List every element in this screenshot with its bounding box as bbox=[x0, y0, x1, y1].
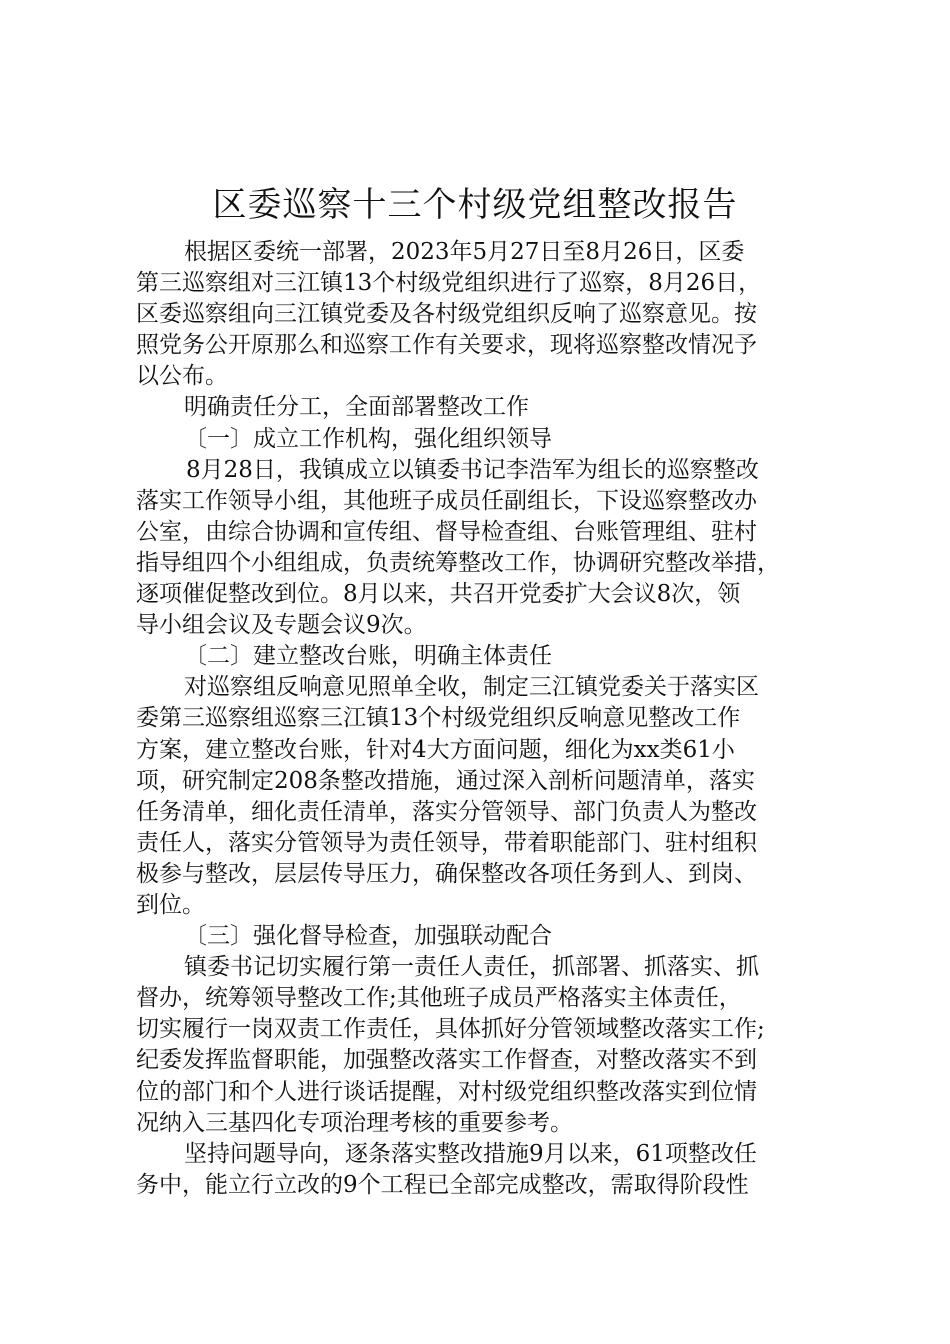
paragraph-line: 到位。 bbox=[136, 891, 205, 918]
paragraph-line: 根据区委统一部署，2023年5月27日至8月26日，区委 bbox=[184, 239, 745, 265]
paragraph-line: 督办，统筹领导整改工作;其他班子成员严格落实主体责任， bbox=[136, 985, 742, 1012]
paragraph-line: 任务清单，细化责任清单，落实分管领导、部门负责人为整改 bbox=[136, 798, 757, 825]
paragraph-line: 极参与整改，层层传导压力，确保整改各项任务到人、到岗、 bbox=[136, 860, 757, 887]
paragraph-line: 区委巡察组向三江镇党委及各村级党组织反响了巡察意见。按 bbox=[136, 301, 757, 328]
paragraph-line: 项，研究制定208条整改措施，通过深入剖析问题清单，落实 bbox=[136, 767, 755, 794]
paragraph-line: 指导组四个小组组成，负责统筹整改工作，协调研究整改举措， bbox=[136, 549, 780, 576]
paragraph-line: 纪委发挥监督职能，加强整改落实工作督查，对整改落实不到 bbox=[136, 1047, 757, 1074]
subsection-heading: 〔一〕成立工作机构，强化组织领导 bbox=[184, 425, 552, 452]
paragraph-line: 镇委书记切实履行第一责任人责任，抓部署、抓落实、抓 bbox=[184, 954, 759, 981]
paragraph-line: 对巡察组反响意见照单全收，制定三江镇党委关于落实区 bbox=[184, 674, 759, 701]
document-body bbox=[136, 237, 836, 1201]
paragraph-line: 照党务公开原那么和巡察工作有关要求，现将巡察整改情况予 bbox=[136, 332, 757, 359]
paragraph-line: 委第三巡察组巡察三江镇13个村级党组织反响意见整改工作 bbox=[136, 705, 741, 732]
paragraph-line: 切实履行一岗双责工作责任，具体抓好分管领域整改落实工作; bbox=[136, 1016, 765, 1043]
subsection-heading: 〔二〕建立整改台账，明确主体责任 bbox=[184, 643, 552, 670]
paragraph-line: 方案，建立整改台账，针对4大方面问题，细化为xx类61小 bbox=[136, 736, 735, 763]
paragraph-line: 8月28日，我镇成立以镇委书记李浩军为组长的巡察整改 bbox=[186, 456, 759, 483]
paragraph-line: 导小组会议及专题会议9次。 bbox=[136, 612, 427, 639]
paragraph-line: 以公布。 bbox=[136, 363, 228, 390]
paragraph-line: 逐项催促整改到位。8月以来，共召开党委扩大会议8次，领 bbox=[136, 581, 741, 608]
section-heading: 明确责任分工，全面部署整改工作 bbox=[184, 394, 529, 421]
paragraph-line: 第三巡察组对三江镇13个村级党组织进行了巡察，8月26日， bbox=[136, 270, 762, 297]
paragraph-line: 坚持问题导向，逐条落实整改措施9月以来，61项整改任 bbox=[184, 1140, 757, 1167]
paragraph-line: 务中，能立行立改的9个工程已全部完成整改，需取得阶段性 bbox=[136, 1171, 749, 1198]
document-title: 区委巡察十三个村级党组整改报告 bbox=[212, 185, 738, 225]
subsection-heading: 〔三〕强化督导检查，加强联动配合 bbox=[184, 923, 552, 950]
paragraph-line: 况纳入三基四化专项治理考核的重要参考。 bbox=[136, 1109, 573, 1136]
paragraph-line: 责任人，落实分管领导为责任领导，带着职能部门、驻村组积 bbox=[136, 829, 757, 856]
paragraph-line: 落实工作领导小组，其他班子成员任副组长，下设巡察整改办 bbox=[136, 487, 757, 514]
paragraph-line: 位的部门和个人进行谈话提醒，对村级党组织整改落实到位情 bbox=[136, 1078, 757, 1105]
paragraph-line: 公室，由综合协调和宣传组、督导检查组、台账管理组、驻村 bbox=[136, 518, 757, 545]
